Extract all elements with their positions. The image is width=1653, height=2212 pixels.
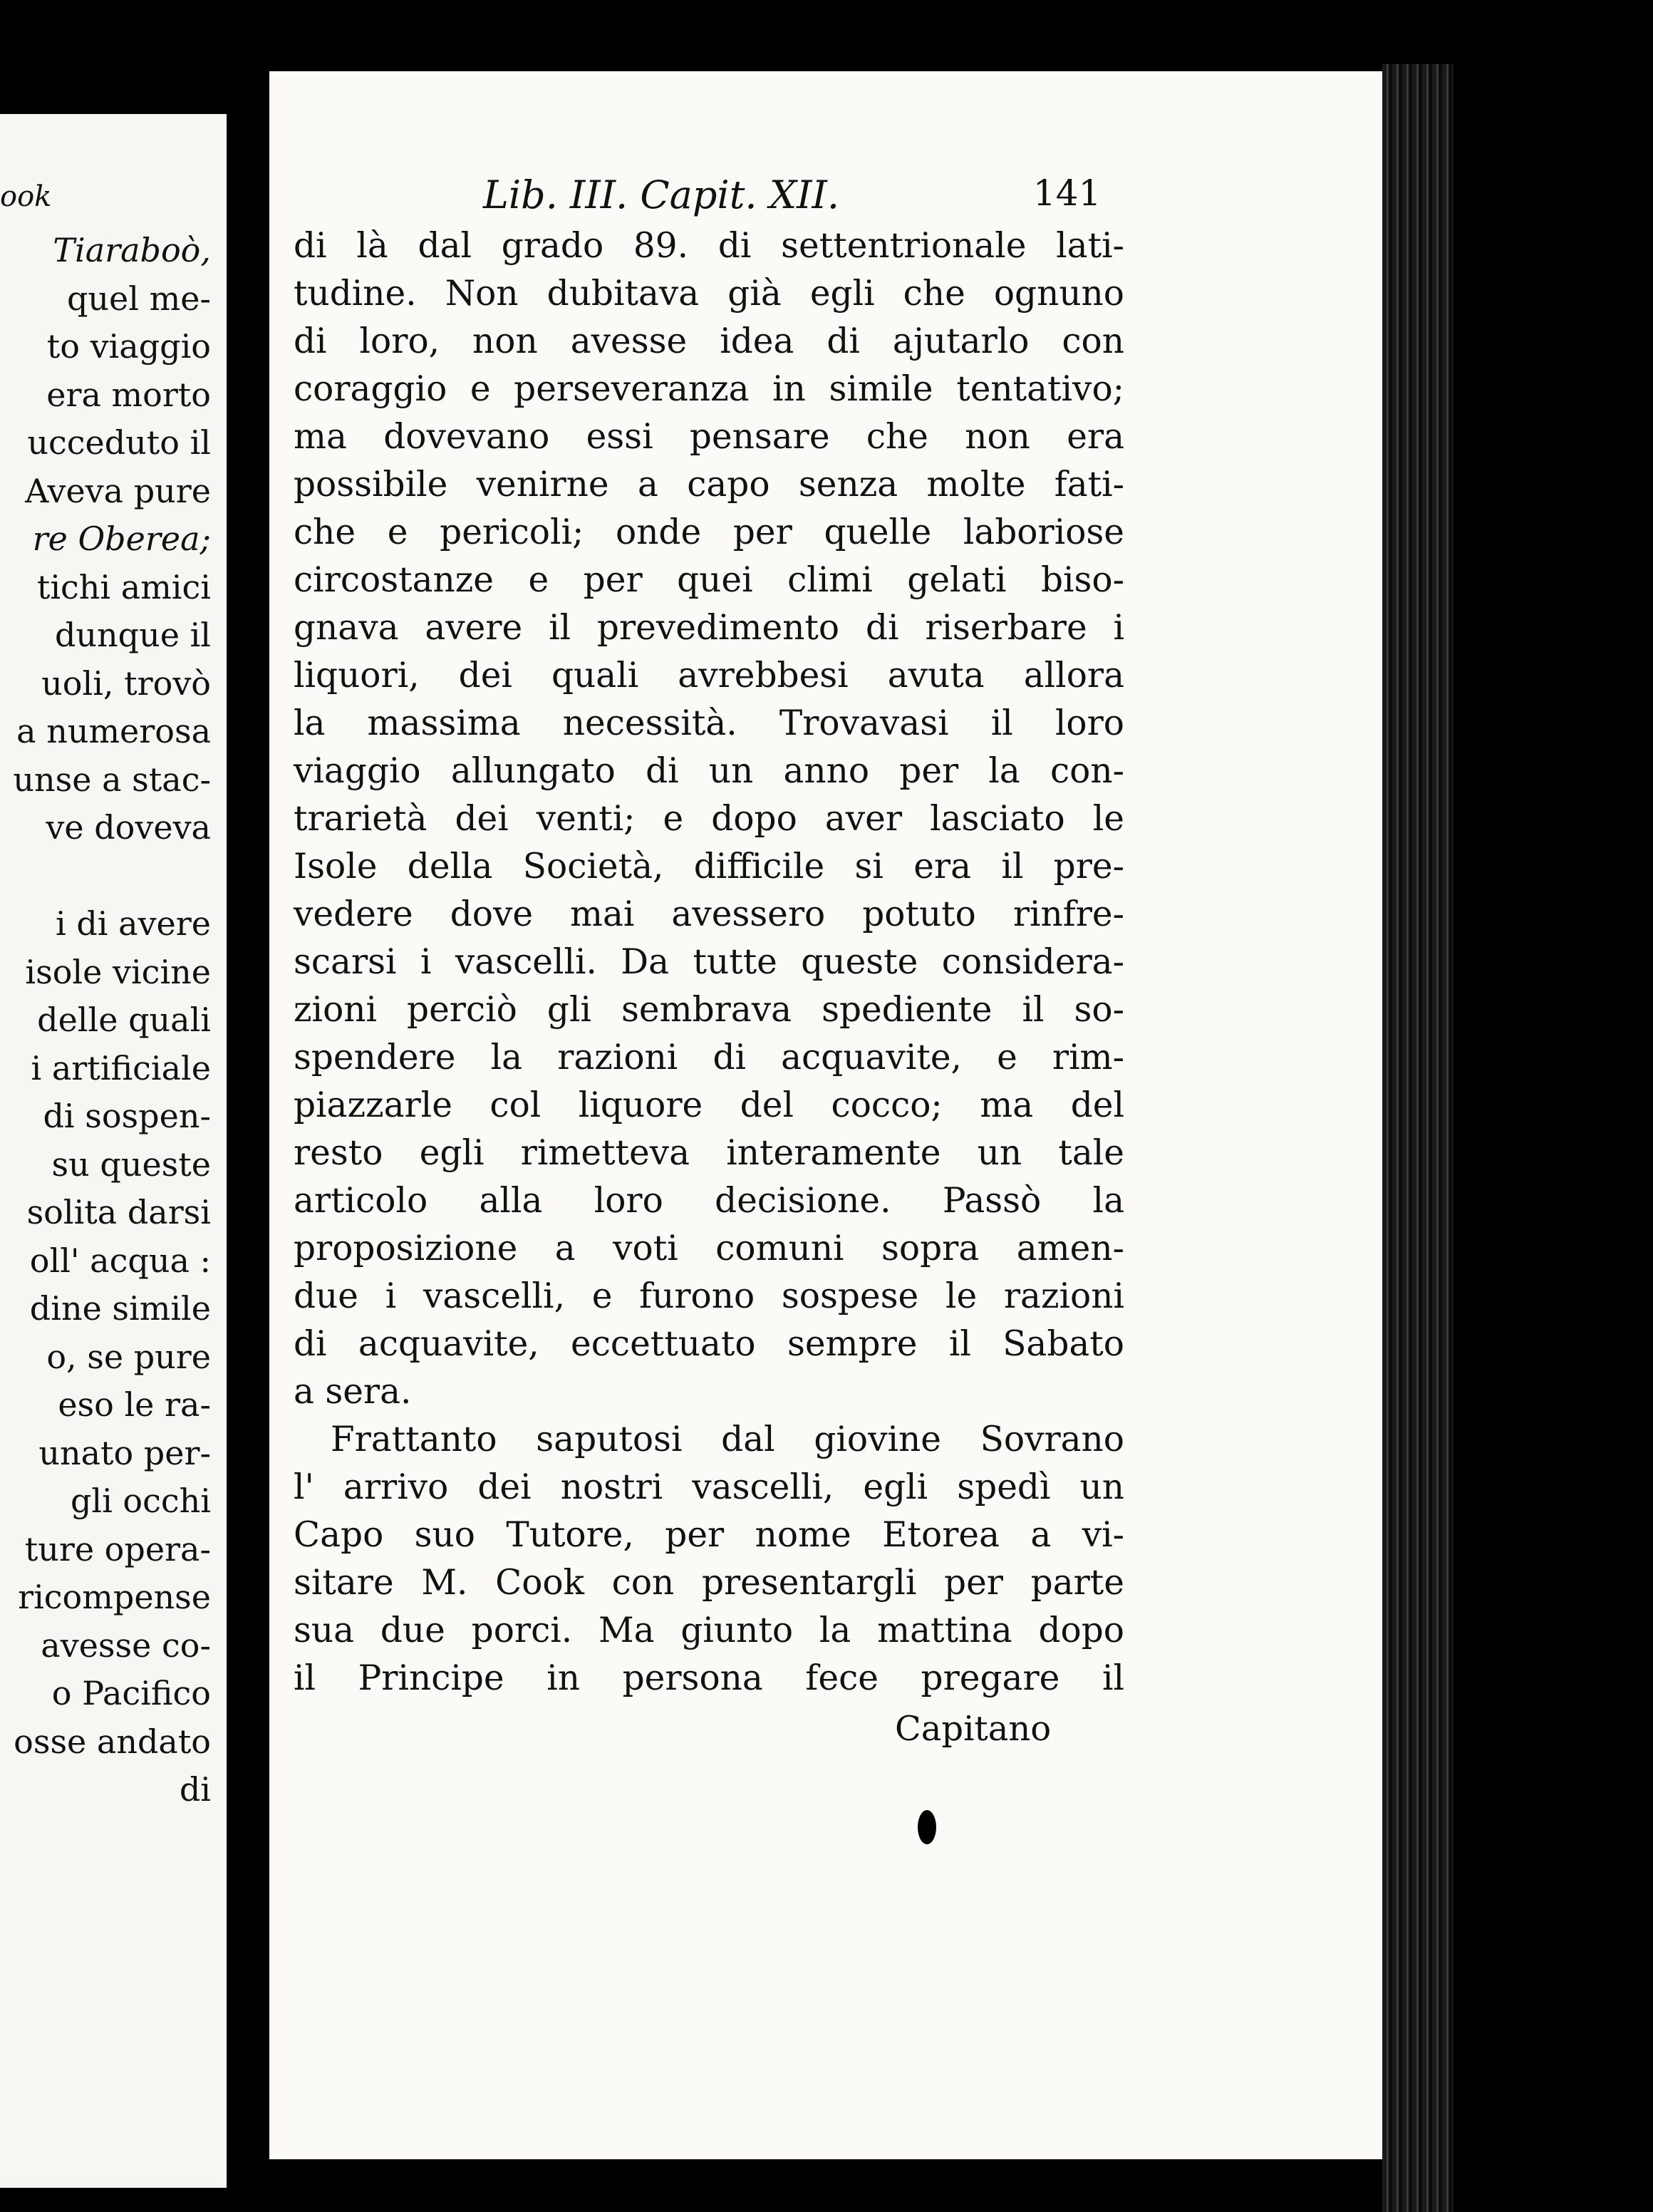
left-line-fragment: ve doveva (46, 808, 211, 847)
left-line-fragment: dine simile (29, 1289, 211, 1328)
text-line: di loro, non avesse idea di ajutarlo con (294, 321, 1124, 361)
text-line: di acquavite, eccettuato sempre il Sabato (294, 1324, 1124, 1364)
book-gutter (227, 71, 269, 2212)
text-line: proposizione a voti comuni sopra amen- (294, 1229, 1124, 1268)
text-line: coraggio e perseveranza in simile tentativo; (294, 369, 1124, 409)
left-header-fragment: ook (0, 180, 52, 213)
left-line-fragment: o, se pure (46, 1337, 211, 1376)
text-line: che e pericoli; onde per quelle laboriose (294, 512, 1124, 552)
left-line-fragment: solita darsi (26, 1193, 211, 1231)
left-line-fragment: oll' acqua : (29, 1241, 211, 1280)
text-line: sitare M. Cook con presentargli per parte (294, 1563, 1124, 1603)
body-text (294, 222, 1124, 1702)
left-line-fragment: dunque il (54, 616, 211, 654)
text-line: trarietà dei venti; e dopo aver lasciato le (294, 799, 1124, 839)
text-line: Isole della Società, difficile si era il pre- (294, 847, 1124, 887)
text-line: scarsi i vascelli. Da tutte queste considera- (294, 942, 1124, 982)
left-line-fragment: osse andato (14, 1722, 211, 1761)
left-line-fragment: unse a stac- (13, 760, 211, 799)
text-line: tudine. Non dubitava già egli che ognuno (294, 274, 1124, 314)
text-line: circostanze e per quei climi gelati biso- (294, 560, 1124, 600)
book-page-edge (1382, 64, 1454, 2212)
text-line: zioni perciò gli sembrava spediente il so- (294, 990, 1124, 1030)
left-line-fragment: unato per- (38, 1433, 211, 1472)
left-line-fragment: quel me- (66, 279, 211, 318)
left-line-fragment: Tiaraboò, (53, 231, 211, 269)
text-line: ma dovevano essi pensare che non era (294, 417, 1124, 457)
left-line-fragment: eso le ra- (58, 1385, 211, 1424)
left-line-fragment: ucceduto il (27, 423, 211, 462)
text-line: piazzarle col liquore del cocco; ma del (294, 1085, 1124, 1125)
left-line-fragment: a numerosa (16, 712, 211, 750)
left-line-fragment: i di avere (56, 904, 211, 943)
text-line: Frattanto saputosi dal giovine Sovrano (331, 1420, 1124, 1459)
catchword: Capitano (895, 1709, 1052, 1749)
left-line-fragment: i artificiale (31, 1048, 211, 1087)
left-line-fragment: tichi amici (36, 567, 211, 606)
left-line-fragment: uoli, trovò (41, 663, 211, 703)
left-line-fragment: ricompense (18, 1578, 211, 1616)
text-line: la massima necessità. Trovavasi il loro (294, 703, 1124, 743)
text-line: due i vascelli, e furono sospese le razioni (294, 1276, 1124, 1316)
left-line-fragment: di (179, 1770, 211, 1809)
dark-background (1454, 0, 1653, 2212)
left-line-fragment: ture opera- (24, 1529, 211, 1568)
left-line-fragment: avesse co- (41, 1626, 211, 1665)
left-line-fragment: era morto (46, 375, 211, 414)
text-line: l' arrivo dei nostri vascelli, egli spedì un (294, 1467, 1124, 1507)
text-line: gnava avere il prevedimento di riserbare i (294, 608, 1124, 648)
left-line-fragment: o Pacifico (51, 1674, 211, 1712)
text-line: articolo alla loro decisione. Passò la (294, 1181, 1124, 1221)
left-line-fragment: su queste (51, 1144, 211, 1184)
left-line-fragment: isole vicine (25, 952, 211, 991)
text-line: vedere dove mai avessero potuto rinfre- (294, 894, 1124, 934)
right-page (269, 71, 1382, 2159)
text-line: spendere la razioni di acquavite, e rim- (294, 1038, 1124, 1077)
text-line: viaggio allungato di un anno per la con- (294, 751, 1124, 791)
text-line: possibile venirne a capo senza molte fati- (294, 465, 1124, 505)
left-line-fragment: re Oberea; (32, 520, 211, 558)
left-line-fragment: gli occhi (70, 1482, 211, 1520)
text-line: sua due porci. Ma giunto la mattina dopo (294, 1611, 1124, 1650)
text-line: liquori, dei quali avrebbesi avuta allora (294, 656, 1124, 696)
running-head (269, 172, 1382, 215)
left-line-fragment: di sospen- (43, 1097, 211, 1135)
text-line: il Principe in persona fece pregare il (294, 1658, 1124, 1698)
page-number: 141 (1033, 172, 1102, 214)
text-line: Capo suo Tutore, per nome Etorea a vi- (294, 1515, 1124, 1555)
left-line-fragment: to viaggio (46, 327, 211, 366)
running-title: Lib. III. Capit. XII. (483, 172, 840, 217)
left-line-fragment: Aveva pure (25, 471, 211, 510)
text-line: di là dal grado 89. di settentrionale lati- (294, 226, 1124, 266)
text-line: a sera. (294, 1372, 412, 1412)
ink-smudge (918, 1810, 936, 1844)
left-line-fragment: delle quali (37, 1001, 211, 1039)
text-line: resto egli rimetteva interamente un tale (294, 1133, 1124, 1173)
left-page (0, 114, 227, 2188)
